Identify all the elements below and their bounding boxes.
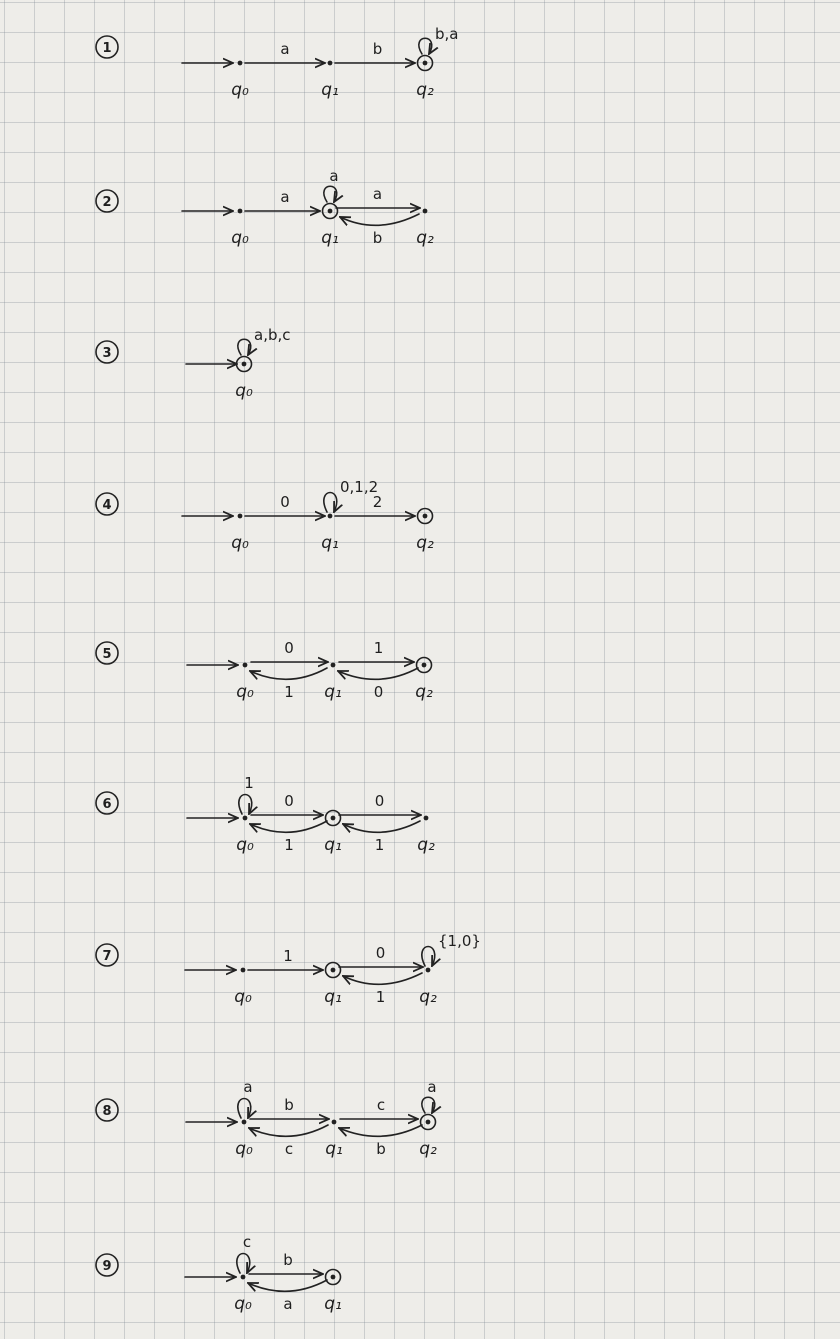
state-dot [423,514,428,519]
state-label: q₂ [417,835,435,855]
state-dot [426,1120,431,1125]
state-label: q₀ [236,835,254,855]
transition-label: a [283,1295,293,1313]
automaton-7 [96,932,481,1007]
state-label: q₁ [324,835,342,855]
state-dot [241,968,246,973]
transition-return-arrow [343,821,420,832]
self-loop-arrow [238,1099,251,1119]
transition-label: a [372,185,383,203]
transition-q2-q1 [339,1125,422,1158]
exercise-number-1 [96,36,118,58]
transition-q1-q0 [249,1125,328,1158]
state-label: q₁ [321,228,339,248]
transition-return-arrow [343,973,422,984]
state-q2 [415,658,433,703]
state-q2 [419,1115,437,1160]
transition-q1-q1 [324,478,378,512]
state-label: q₁ [325,1139,343,1159]
exercise-number-9 [96,1254,118,1276]
state-dot [238,61,243,66]
state-q1 [324,963,342,1008]
state-q0 [236,663,254,702]
state-label: q₀ [236,682,254,702]
transition-q0-q1 [245,40,325,63]
transition-return-arrow [338,668,418,679]
automaton-5 [96,639,433,702]
state-dot [242,362,247,367]
transition-q0-q1 [245,188,320,211]
state-q0 [234,1275,252,1314]
transition-q0-q1 [249,1251,323,1274]
transition-label: b [283,1251,293,1269]
state-dot [424,816,429,821]
state-dot [238,209,243,214]
self-loop-arrow [324,186,337,202]
transition-label: 1 [284,836,294,854]
transition-q1-q0 [250,821,327,854]
state-dot [328,514,333,519]
exercise-number-text: 9 [102,1259,112,1274]
transition-label: 0 [284,792,294,810]
state-label: q₂ [416,80,434,100]
state-label: q₀ [234,987,252,1007]
transition-label: b [376,1140,386,1158]
state-dot [242,1120,247,1125]
state-dot [423,209,428,214]
transition-label: c [284,1140,294,1158]
state-dot [331,663,336,668]
transition-q0-q0 [238,1078,253,1118]
self-loop-arrow [237,1254,250,1274]
transition-label: a [427,1078,437,1096]
state-label: q₂ [416,533,434,553]
self-loop-arrow [419,38,432,54]
transition-q1-q2 [340,1096,418,1119]
state-label: q₁ [324,987,342,1007]
transition-q1-q1 [324,167,339,202]
state-label: q₁ [324,682,342,702]
transition-return-arrow [248,1280,327,1291]
transition-label: 1 [375,988,386,1006]
state-dot [328,209,333,214]
automaton-4 [96,478,434,553]
transition-label: 0 [284,639,294,657]
state-q2 [416,509,434,554]
state-label: q₀ [235,1139,253,1159]
transition-q1-q2 [339,639,414,662]
state-q1 [321,204,339,249]
transition-label: {1,0} [438,932,481,950]
transition-q0-q0 [237,1233,251,1273]
state-dot [238,514,243,519]
state-q0 [231,514,249,553]
state-dot [331,816,336,821]
state-label: q₀ [231,80,249,100]
state-label: q₂ [419,987,437,1007]
exercise-number-8 [96,1099,118,1121]
transition-return-arrow [250,821,327,832]
automaton-8 [96,1078,437,1159]
transition-label: a [280,188,290,206]
state-label: q₀ [234,1294,252,1314]
state-q2 [416,56,434,101]
state-q1 [321,514,339,553]
automaton-3 [96,326,291,401]
transition-label: b [284,1096,294,1114]
state-q1 [321,61,339,100]
transition-q0-q1 [248,947,323,970]
state-dot [241,1275,246,1280]
self-loop-arrow [238,339,251,355]
transition-label: 0 [373,683,384,701]
state-q0 [236,816,254,855]
state-dot [423,61,428,66]
transition-label: c [242,1233,252,1251]
transition-label: a,b,c [254,326,291,344]
automaton-6 [96,774,435,855]
transition-label: b [372,40,383,58]
transition-label: 0,1,2 [340,478,379,496]
transition-return-arrow [339,1125,422,1136]
exercise-number-text: 7 [102,949,112,964]
self-loop-arrow [422,1097,435,1113]
transition-label: 2 [372,493,383,511]
exercise-number-text: 6 [102,797,112,812]
transition-q1-q2 [335,493,415,516]
transition-q2-q1 [338,668,418,701]
state-dot [426,968,431,973]
state-q1 [324,811,342,856]
state-q0 [235,1120,253,1159]
transition-q1-q2 [339,792,421,815]
transition-q1-q2 [336,185,420,208]
transition-return-arrow [340,214,419,225]
exercise-number-5 [96,642,118,664]
transition-q0-q0 [238,326,291,355]
state-q0 [234,968,252,1007]
transition-label: 0 [375,944,386,962]
transition-q0-q1 [251,792,323,815]
transition-q0-q1 [245,493,325,516]
state-label: q₁ [324,1294,342,1314]
transition-q1-q0 [250,668,327,701]
automaton-9 [96,1233,342,1314]
automaton-1 [96,25,458,100]
exercise-number-text: 2 [102,195,112,210]
state-label: q₂ [415,682,433,702]
transition-q2-q1 [343,821,420,854]
exercise-number-2 [96,190,118,212]
transition-q0-q1 [250,1096,329,1119]
transition-label: 0 [280,493,290,511]
transition-q1-q2 [335,40,415,63]
self-loop-arrow [422,947,435,967]
transition-label: b,a [435,25,459,43]
exercise-number-4 [96,493,118,515]
state-dot [332,1120,337,1125]
state-label: q₀ [231,533,249,553]
state-dot [422,663,427,668]
state-dot [243,816,248,821]
state-dot [331,1275,336,1280]
exercise-number-6 [96,792,118,814]
state-dot [331,968,336,973]
transition-label: c [376,1096,386,1114]
transition-label: a [243,1078,253,1096]
automaton-2 [96,167,434,248]
exercise-number-text: 4 [102,498,112,513]
transition-label: 1 [374,836,385,854]
state-q0 [231,61,249,100]
transition-label: 1 [283,947,293,965]
state-label: q₂ [416,228,434,248]
exercise-number-text: 1 [102,41,112,56]
transition-return-arrow [250,668,327,679]
exercise-number-text: 8 [102,1104,112,1119]
transition-label: 0 [374,792,385,810]
transition-q2-q1 [343,973,422,1006]
state-label: q₀ [231,228,249,248]
transition-label: a [329,167,339,185]
state-label: q₀ [235,381,253,401]
state-label: q₂ [419,1139,437,1159]
transition-label: 1 [244,774,254,792]
state-q1 [324,1270,342,1315]
exercise-number-text: 5 [102,647,112,662]
transition-q2-q2 [422,1078,437,1113]
state-q0 [231,209,249,248]
transition-q2-q1 [340,214,419,247]
transition-q2-q2 [419,25,459,54]
exercise-number-text: 3 [102,346,112,361]
transition-q1-q2 [339,944,423,967]
transition-q2-q2 [422,932,481,966]
self-loop-arrow [324,493,337,513]
transition-q1-q0 [248,1280,327,1313]
state-dot [328,61,333,66]
exercise-number-7 [96,944,118,966]
transition-q0-q0 [239,774,254,814]
transition-label: 1 [373,639,384,657]
state-label: q₁ [321,80,339,100]
self-loop-arrow [239,795,252,815]
state-dot [243,663,248,668]
state-q0 [235,357,253,402]
transition-label: a [280,40,290,58]
transition-q0-q1 [251,639,328,662]
transition-label: 1 [284,683,294,701]
exercise-number-3 [96,341,118,363]
transition-label: b [372,229,383,247]
transition-return-arrow [249,1125,328,1136]
state-label: q₁ [321,533,339,553]
